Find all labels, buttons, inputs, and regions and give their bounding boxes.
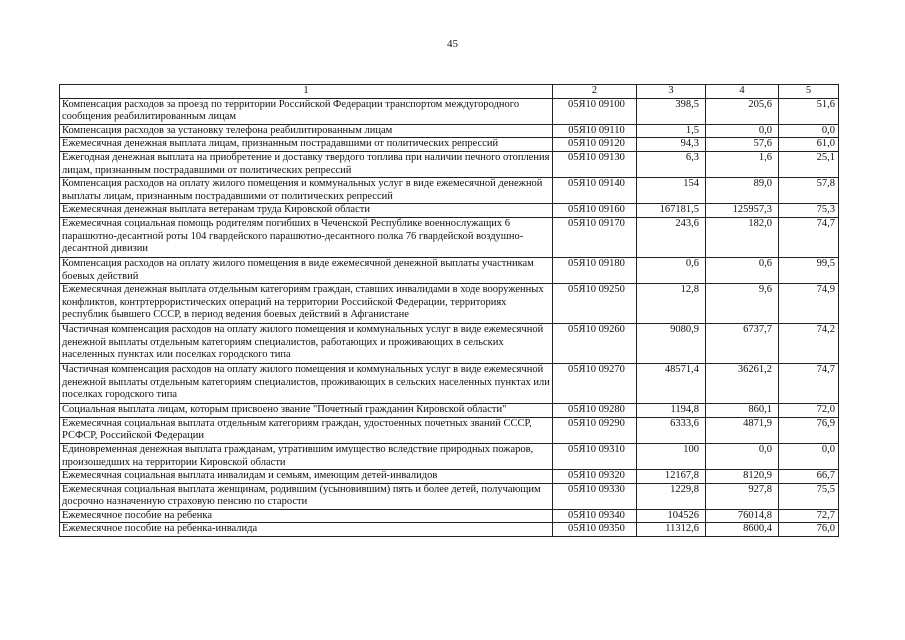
table-row: [60, 178, 839, 204]
row-code-cell: 05Я10 09340: [553, 509, 637, 523]
row-code-cell: 05Я10 09180: [553, 257, 637, 283]
row-col3-cell: 6,3: [637, 151, 706, 177]
row-col5-cell: 66,7: [779, 470, 839, 484]
page-number: 45: [447, 38, 458, 50]
row-name-cell: Ежемесячная денежная выплата отдельным категориям граждан, ставших инвалидами в ходе вооруженных конфликтов, контртеррористических операций на территории Российской Федерации, территориях республик бывшего СССР, в период ведения боевых действий в Афганистане: [60, 284, 553, 324]
table-row: [60, 138, 839, 152]
row-col3-cell: 243,6: [637, 217, 706, 257]
table-row: [60, 509, 839, 523]
row-col4-cell: 4871,9: [706, 417, 779, 443]
row-col3-cell: 398,5: [637, 98, 706, 124]
row-col4-cell: 125957,3: [706, 204, 779, 218]
row-col5-cell: 75,5: [779, 483, 839, 509]
budget-table: [59, 84, 839, 537]
row-name-cell: Единовременная денежная выплата гражданам, утратившим имущество вследствие природных пожаров, произошедших на территории Кировской области: [60, 443, 553, 469]
row-col4-cell: 8600,4: [706, 523, 779, 537]
row-name-cell: Компенсация расходов на оплату жилого помещения и коммунальных услуг в виде ежемесячной денежной выплаты лицам, признанным пострадавшими от политических репрессий: [60, 178, 553, 204]
row-col3-cell: 104526: [637, 509, 706, 523]
table-row: [60, 124, 839, 138]
row-name-cell: Компенсация расходов за установку телефона реабилитированным лицам: [60, 124, 553, 138]
row-col5-cell: 74,2: [779, 324, 839, 364]
row-col4-cell: 36261,2: [706, 364, 779, 404]
row-col4-cell: 182,0: [706, 217, 779, 257]
table-row: [60, 257, 839, 283]
row-name-cell: Ежемесячная денежная выплата лицам, признанным пострадавшими от политических репрессий: [60, 138, 553, 152]
row-code-cell: 05Я10 09260: [553, 324, 637, 364]
row-col5-cell: 76,9: [779, 417, 839, 443]
table-row: [60, 483, 839, 509]
row-col4-cell: 927,8: [706, 483, 779, 509]
row-code-cell: 05Я10 09270: [553, 364, 637, 404]
row-col4-cell: 205,6: [706, 98, 779, 124]
row-code-cell: 05Я10 09250: [553, 284, 637, 324]
row-col3-cell: 1,5: [637, 124, 706, 138]
row-col5-cell: 25,1: [779, 151, 839, 177]
table-row: [60, 151, 839, 177]
row-code-cell: 05Я10 09330: [553, 483, 637, 509]
row-code-cell: 05Я10 09290: [553, 417, 637, 443]
row-name-cell: Частичная компенсация расходов на оплату жилого помещения и коммунальных услуг в виде ежемесячной денежной выплаты отдельным категориям специалистов, проживающих в сельских населенных пунктах или поселках городского типа: [60, 364, 553, 404]
row-name-cell: Социальная выплата лицам, которым присвоено звание "Почетный гражданин Кировской области": [60, 404, 553, 418]
row-col5-cell: 75,3: [779, 204, 839, 218]
row-col4-cell: 0,0: [706, 124, 779, 138]
table-row: [60, 284, 839, 324]
table-row: [60, 364, 839, 404]
row-name-cell: Компенсация расходов на оплату жилого помещения в виде ежемесячной денежной выплаты участникам боевых действий: [60, 257, 553, 283]
header-col-1: 1: [60, 85, 553, 99]
row-col5-cell: 0,0: [779, 443, 839, 469]
row-code-cell: 05Я10 09100: [553, 98, 637, 124]
row-code-cell: 05Я10 09120: [553, 138, 637, 152]
row-col5-cell: 61,0: [779, 138, 839, 152]
row-col5-cell: 72,7: [779, 509, 839, 523]
row-name-cell: Ежемесячная денежная выплата ветеранам труда Кировской области: [60, 204, 553, 218]
row-col3-cell: 1194,8: [637, 404, 706, 418]
row-col3-cell: 48571,4: [637, 364, 706, 404]
table-row: [60, 204, 839, 218]
row-name-cell: Ежемесячная социальная выплата инвалидам и семьям, имеющим детей-инвалидов: [60, 470, 553, 484]
row-col5-cell: 76,0: [779, 523, 839, 537]
header-row: [60, 85, 839, 99]
row-col3-cell: 12,8: [637, 284, 706, 324]
row-name-cell: Ежегодная денежная выплата на приобретение и доставку твердого топлива при наличии печного отопления лицам, признанным пострадавшими от политических репрессий: [60, 151, 553, 177]
header-col-5: 5: [779, 85, 839, 99]
row-col4-cell: 8120,9: [706, 470, 779, 484]
row-col4-cell: 6737,7: [706, 324, 779, 364]
row-col5-cell: 74,9: [779, 284, 839, 324]
row-name-cell: Ежемесячная социальная выплата женщинам, родившим (усыновившим) пять и более детей, получающим досрочно назначенную страховую пенсию по старости: [60, 483, 553, 509]
row-name-cell: Ежемесячная социальная помощь родителям погибших в Чеченской Республике военнослужащих 6 парашютно-десантной роты 104 гвардейского парашютно-десантного полка 76 гвардейской воздушно-десантной дивизии: [60, 217, 553, 257]
row-col3-cell: 154: [637, 178, 706, 204]
table-row: [60, 470, 839, 484]
row-code-cell: 05Я10 09160: [553, 204, 637, 218]
row-code-cell: 05Я10 09320: [553, 470, 637, 484]
row-code-cell: 05Я10 09110: [553, 124, 637, 138]
row-col4-cell: 76014,8: [706, 509, 779, 523]
row-code-cell: 05Я10 09170: [553, 217, 637, 257]
header-col-4: 4: [706, 85, 779, 99]
table-row: [60, 404, 839, 418]
row-col4-cell: 9,6: [706, 284, 779, 324]
row-code-cell: 05Я10 09350: [553, 523, 637, 537]
row-name-cell: Компенсация расходов за проезд по территории Российской Федерации транспортом междугородного сообщения реабилитированным лицам: [60, 98, 553, 124]
row-name-cell: Ежемесячная социальная выплата отдельным категориям граждан, удостоенных почетных званий СССР, РСФСР, Российской Федерации: [60, 417, 553, 443]
row-col3-cell: 1229,8: [637, 483, 706, 509]
row-col5-cell: 74,7: [779, 217, 839, 257]
row-code-cell: 05Я10 09310: [553, 443, 637, 469]
table-row: [60, 523, 839, 537]
header-col-2: 2: [553, 85, 637, 99]
row-col3-cell: 12167,8: [637, 470, 706, 484]
row-name-cell: Ежемесячное пособие на ребенка-инвалида: [60, 523, 553, 537]
row-col4-cell: 57,6: [706, 138, 779, 152]
row-col4-cell: 860,1: [706, 404, 779, 418]
row-col3-cell: 9080,9: [637, 324, 706, 364]
row-code-cell: 05Я10 09140: [553, 178, 637, 204]
row-col3-cell: 94,3: [637, 138, 706, 152]
row-col3-cell: 167181,5: [637, 204, 706, 218]
row-col5-cell: 72,0: [779, 404, 839, 418]
table-row: [60, 443, 839, 469]
row-col4-cell: 89,0: [706, 178, 779, 204]
row-col5-cell: 0,0: [779, 124, 839, 138]
row-col3-cell: 6333,6: [637, 417, 706, 443]
row-col5-cell: 51,6: [779, 98, 839, 124]
row-col3-cell: 100: [637, 443, 706, 469]
row-col3-cell: 0,6: [637, 257, 706, 283]
row-name-cell: Частичная компенсация расходов на оплату жилого помещения и коммунальных услуг в виде ежемесячной денежной выплаты отдельным категориям специалистов, работающих и проживающих в сельских населенных пунктах или поселках городского типа: [60, 324, 553, 364]
row-col4-cell: 0,0: [706, 443, 779, 469]
row-col5-cell: 57,8: [779, 178, 839, 204]
table-row: [60, 217, 839, 257]
row-col3-cell: 11312,6: [637, 523, 706, 537]
header-col-3: 3: [637, 85, 706, 99]
row-name-cell: Ежемесячное пособие на ребенка: [60, 509, 553, 523]
row-col5-cell: 74,7: [779, 364, 839, 404]
row-col4-cell: 1,6: [706, 151, 779, 177]
table-row: [60, 417, 839, 443]
row-col4-cell: 0,6: [706, 257, 779, 283]
table-row: [60, 324, 839, 364]
row-code-cell: 05Я10 09130: [553, 151, 637, 177]
table-row: [60, 98, 839, 124]
row-col5-cell: 99,5: [779, 257, 839, 283]
row-code-cell: 05Я10 09280: [553, 404, 637, 418]
table-body: [60, 98, 839, 536]
